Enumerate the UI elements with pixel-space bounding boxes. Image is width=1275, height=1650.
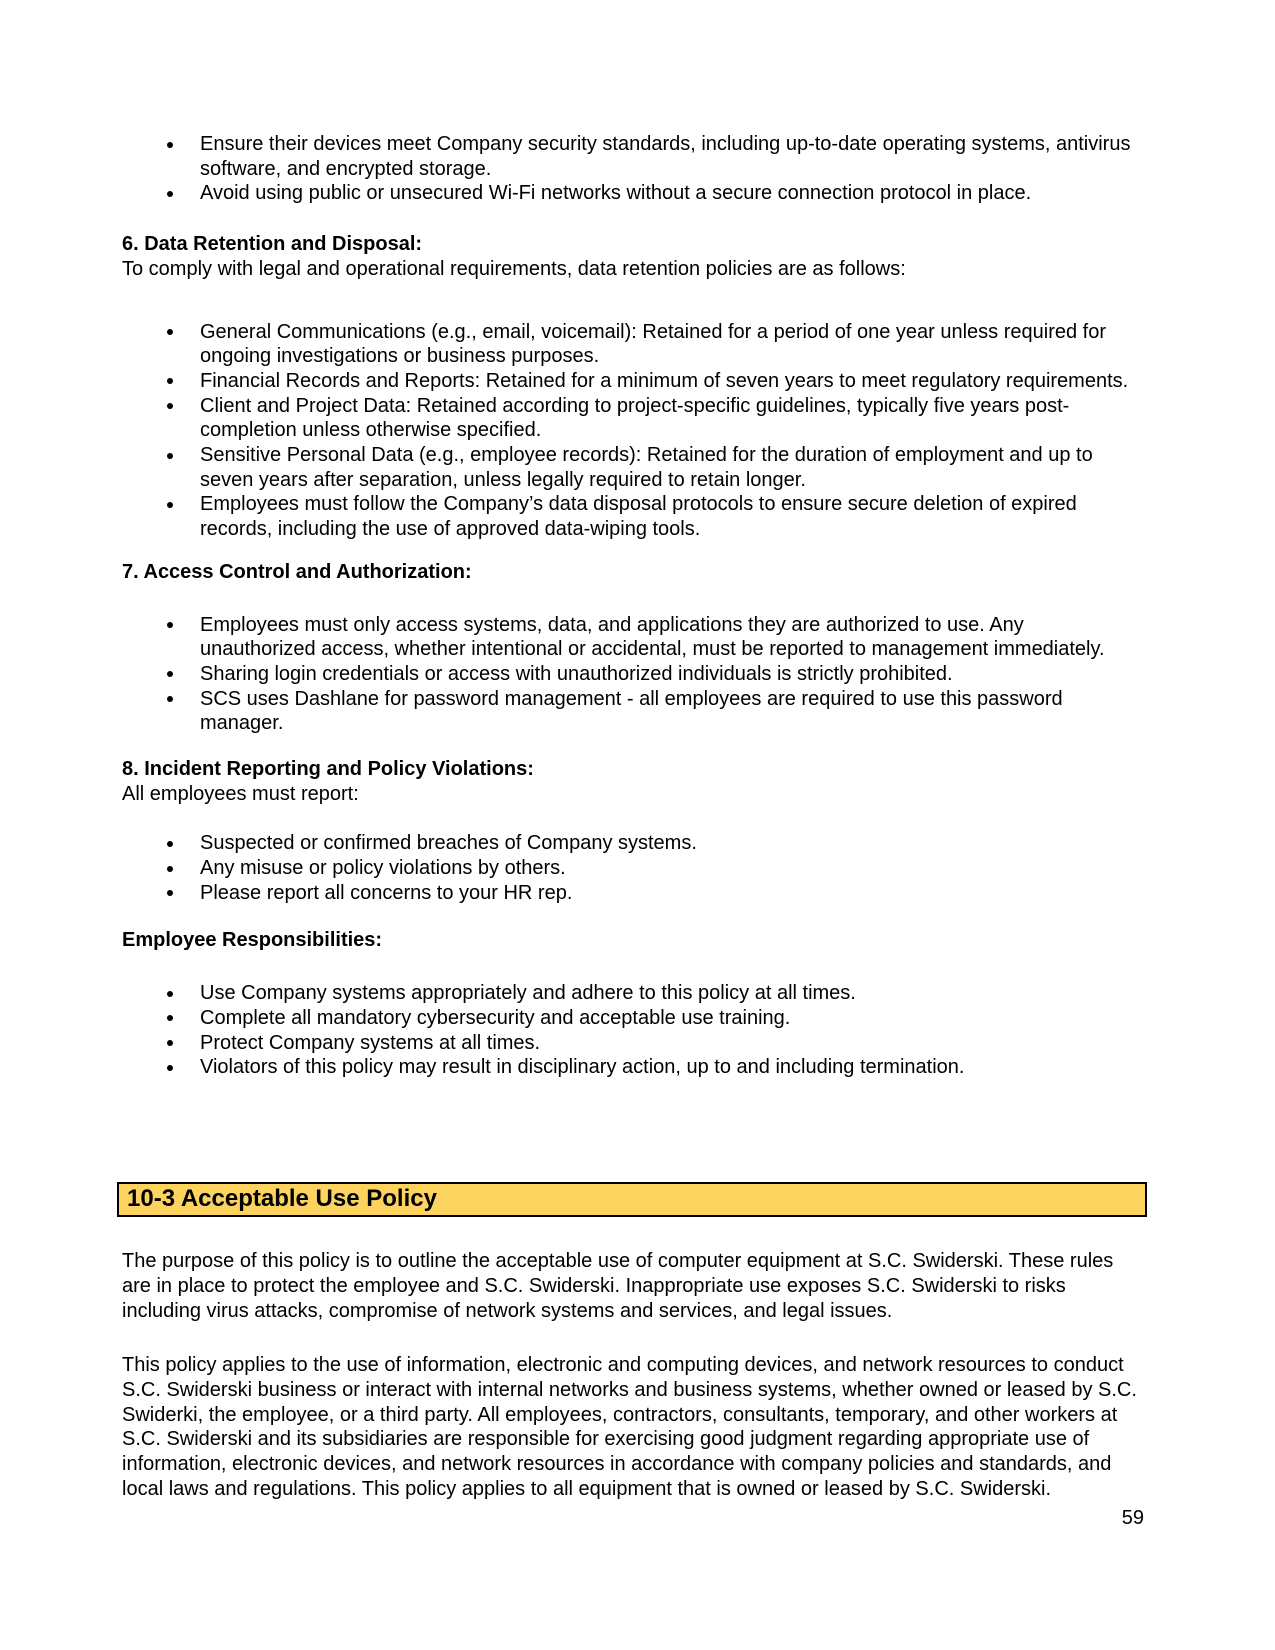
section-intro-incident-reporting: All employees must report: — [122, 782, 359, 805]
list-item-text: Complete all mandatory cybersecurity and acceptable use training. — [200, 1006, 791, 1029]
document-content — [122, 132, 1144, 1531]
list-item-text: Sensitive Personal Data (e.g., employee records): Retained for the duration of employment and up to seven years after separation, unless legally required to retain longer. — [200, 444, 1093, 491]
bullet-icon — [167, 841, 173, 847]
list-item-text: Violators of this policy may result in disciplinary action, up to and including termination. — [200, 1056, 965, 1079]
list-item-text: Ensure their devices meet Company security standards, including up-to-date operating systems, antivirus software, and encrypted storage. — [200, 133, 1131, 180]
bullet-icon — [167, 502, 173, 508]
list-item — [122, 831, 1144, 856]
list-item — [122, 369, 1144, 394]
list-item — [122, 687, 1144, 736]
section-heading-employee-responsibilities: Employee Responsibilities: — [122, 928, 383, 951]
list-item — [122, 881, 1144, 906]
list-item — [122, 662, 1144, 687]
bullet-list-data-retention — [122, 320, 1144, 542]
list-item-text: Avoid using public or unsecured Wi-Fi networks without a secure connection protocol in place. — [200, 182, 1032, 205]
section-banner-acceptable-use-policy — [117, 1182, 1147, 1217]
policy-paragraph-purpose: The purpose of this policy is to outline the acceptable use of computer equipment at S.C. Swiderski. These rules are in place to protect the employee and S.C. Swiderski. Inappropriate use exposes S.C. Swiderski to risks including virus attacks, compromise of network systems and services, and legal issues. — [122, 1250, 1114, 1322]
bullet-icon — [167, 622, 173, 628]
list-item — [122, 132, 1144, 181]
list-item-text: Client and Project Data: Retained according to project-specific guidelines, typically five years post-completion unless otherwise specified. — [200, 394, 1070, 442]
list-item — [122, 492, 1144, 541]
list-item-text: Employees must only access systems, data, and applications they are authorized to use. Any unauthorized access, whether intentional or accidental, must be reported to management immediately. — [200, 613, 1105, 661]
list-item-text: Financial Records and Reports: Retained for a minimum of seven years to meet regulatory requirements. — [200, 369, 1129, 392]
list-item-text: Use Company systems appropriately and adhere to this policy at all times. — [200, 982, 856, 1005]
bullet-icon — [167, 866, 173, 872]
list-item-text: Protect Company systems at all times. — [200, 1031, 541, 1054]
list-item-text: Employees must follow the Company’s data disposal protocols to ensure secure deletion of expired records, including the use of approved data-wiping tools. — [200, 493, 1077, 541]
list-item-text: General Communications (e.g., email, voicemail): Retained for a period of one year unless required for ongoing investigations or business purposes. — [200, 320, 1106, 368]
bullet-icon — [167, 378, 173, 384]
bullet-icon — [167, 696, 173, 702]
list-item-text: Suspected or confirmed breaches of Company systems. — [200, 832, 697, 855]
section-intro-data-retention: To comply with legal and operational requirements, data retention policies are as follows: — [122, 257, 906, 280]
bullet-icon — [167, 890, 173, 896]
list-item — [122, 443, 1144, 492]
page-number: 59 — [1121, 1507, 1144, 1530]
bullet-list-device-security — [122, 132, 1144, 206]
bullet-icon — [167, 142, 173, 148]
list-item — [122, 1031, 1144, 1056]
bullet-icon — [167, 1065, 173, 1071]
bullet-icon — [167, 1040, 173, 1046]
bullet-list-employee-responsibilities — [122, 981, 1144, 1080]
banner-title: 10-3 Acceptable Use Policy — [127, 1185, 437, 1213]
list-item — [122, 856, 1144, 881]
bullet-icon — [167, 1015, 173, 1021]
bullet-icon — [167, 671, 173, 677]
section-heading-data-retention: 6. Data Retention and Disposal: — [122, 233, 423, 256]
bullet-icon — [167, 991, 173, 997]
section-heading-incident-reporting: 8. Incident Reporting and Policy Violations: — [122, 758, 534, 781]
list-item — [122, 1006, 1144, 1031]
list-item — [122, 320, 1144, 369]
bullet-list-access-control — [122, 613, 1144, 737]
policy-paragraph-scope: This policy applies to the use of information, electronic and computing devices, and network resources to conduct S.C. Swiderski business or interact with internal networks and business systems, whether owned or leased by S.C. Swiderki, the employee, or a third party. All employees, contractors, consultants, temporary, and other workers at S.C. Swiderski and its subsidiaries are responsible for exercising good judgment regarding appropriate use of information, electronic devices, and network resources in accordance with company policies and standards, and local laws and regulations. This policy applies to all equipment that is owned or leased by S.C. Swiderski. — [122, 1354, 1137, 1500]
list-item — [122, 613, 1144, 662]
bullet-icon — [167, 453, 173, 459]
list-item — [122, 981, 1144, 1006]
bullet-icon — [167, 191, 173, 197]
bullet-icon — [167, 403, 173, 409]
list-item-text: Please report all concerns to your HR rep. — [200, 881, 573, 904]
list-item-text: Any misuse or policy violations by others. — [200, 857, 566, 880]
section-heading-access-control: 7. Access Control and Authorization: — [122, 560, 472, 583]
list-item-text: SCS uses Dashlane for password management - all employees are required to use this password manager. — [200, 687, 1063, 735]
list-item — [122, 181, 1144, 206]
bullet-icon — [167, 329, 173, 335]
list-item — [122, 394, 1144, 443]
list-item — [122, 1055, 1144, 1080]
list-item-text: Sharing login credentials or access with unauthorized individuals is strictly prohibited. — [200, 662, 953, 685]
bullet-list-incident-reporting — [122, 831, 1144, 905]
